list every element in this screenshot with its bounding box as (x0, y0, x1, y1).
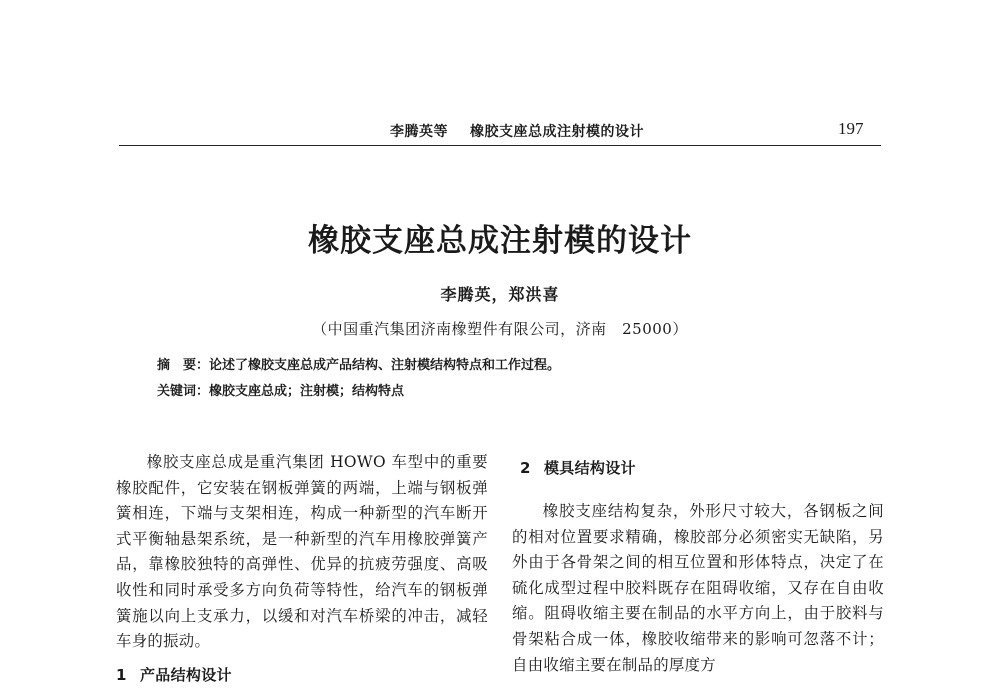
header-rule (119, 145, 881, 146)
header-authors: 李腾英等 (390, 124, 448, 140)
paper-authors: 李腾英，郑洪喜 (440, 285, 560, 304)
section-2-paragraph: 橡胶支座结构复杂，外形尺寸较大，各钢板之间的相对位置要求精确，橡胶部分必须密实无缺陷，另外由于各骨架之间的相互位置和形体特点，决定了在硫化成型过程中胶料既存在阻碍收缩，又存在自由收缩。阻碍收缩主要在制品的水平方向上，由于胶料与骨架粘合成一体，橡胶收缩带来的影响可忽落不计；自由收缩主要在制品的厚度方 (512, 502, 884, 674)
intro-paragraph: 橡胶支座总成是重汽集团 HOWO 车型中的重要橡胶配件，它安装在钢板弹簧的两端，上端与钢板弹簧相连，下端与支架相连，构成一种新型的汽车断开式平衡轴悬架系统，是一种新型的汽车用橡胶弹簧产品，靠橡胶独特的高弹性、优异的抗疲劳强度、高吸收性和同时承受多方向负荷等特性，给汽车的钢板弹簧施以向上支承力，以缓和对汽车桥梁的冲击，减轻车身的振动。 (116, 453, 488, 651)
abstract-label: 摘 要： (157, 358, 210, 373)
abstract-text: 论述了橡胶支座总成产品结构、注射模结构特点和工作过程。 (209, 358, 561, 373)
left-column (116, 450, 488, 698)
keywords-label: 关键词： (157, 384, 210, 399)
paper-affiliation: （中国重汽集团济南橡塑件有限公司，济南 25000） (312, 320, 688, 338)
section-2-heading (520, 456, 884, 481)
header-title: 橡胶支座总成注射模的设计 (470, 124, 644, 140)
paper-title: 橡胶支座总成注射模的设计 (308, 223, 692, 259)
section-1-number: 1 (116, 665, 127, 684)
keywords-text: 橡胶支座总成；注射模；结构特点 (209, 384, 405, 399)
abstract (157, 354, 560, 373)
section-2-number: 2 (520, 459, 531, 477)
right-column (512, 456, 884, 678)
keywords (157, 380, 404, 399)
section-2-title: 模具结构设计 (544, 459, 636, 477)
page-number: 197 (838, 119, 864, 138)
running-header (390, 121, 644, 141)
section-1-heading (116, 663, 488, 688)
section-1-title: 产品结构设计 (140, 665, 232, 684)
